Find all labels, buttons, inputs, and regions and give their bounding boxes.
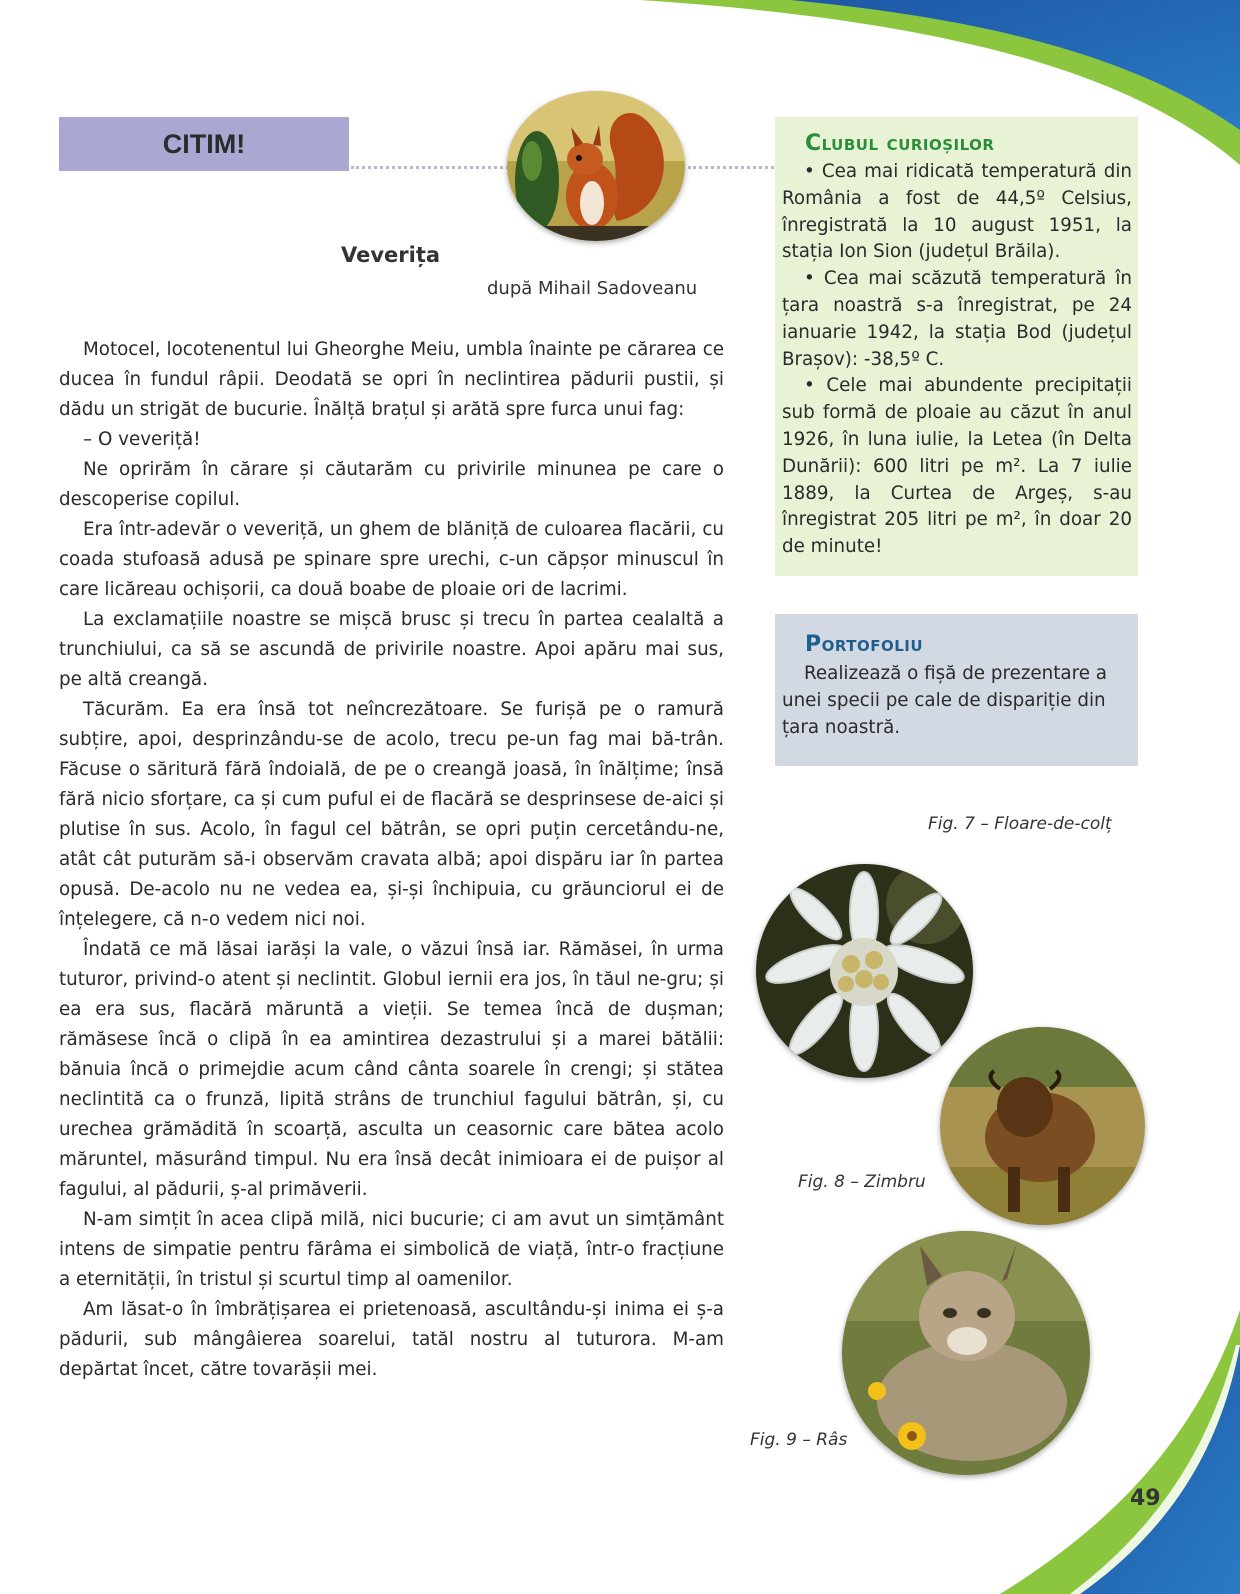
section-header: CITIM!: [59, 117, 349, 171]
story-text: [59, 335, 724, 1385]
portofoliu-title: Portofoliu: [805, 632, 924, 657]
club-item: • Cea mai ridicată temperatură din România a fost de 44,5º Celsius, înregistrată la 10 august 1951, la stația Ion Sion (județul Brăila).: [782, 161, 1132, 263]
club-curiosilor-box: [775, 117, 1138, 576]
club-item: • Cele mai abundente precipitații sub formă de ploaie au căzut în anul 1926, în luna iulie, la Letea (în Delta Dunării): 600 litri pe m². La 7 iulie 1889, la Curtea de Argeș, s-au înregistrat 205 litri pe m², în doar 20 de minute!: [782, 375, 1132, 558]
club-item: • Cea mai scăzută temperatură în țara noastră s-a înregistrat, pe 24 ianuarie 1942, la stația Bod (județul Brașov): -38,5º C.: [782, 268, 1132, 370]
story-paragraph: Era într-adevăr o veveriță, un ghem de blăniță de culoarea flacării, cu coada stufoasă adusă pe spinare spre urechi, c-un căpșor minuscul în care licăreau ochișorii, ca două boabe de ploaie ori de lacrimi.: [59, 519, 724, 600]
story-paragraph: Am lăsat-o în îmbrățișarea ei prietenoasă, ascultându-și inima ei ș-a pădurii, sub mângâierea soarelui, tatăl nostru al tuturora. M-am depărtat încet, către tovarășii mei.: [59, 1299, 724, 1380]
story-paragraph: Ne oprirăm în cărare și căutarăm cu privirile minunea pe care o descoperise copilul.: [59, 459, 724, 510]
story-author: după Mihail Sadoveanu: [487, 278, 698, 299]
page-number: 49: [1130, 1486, 1161, 1511]
squirrel-picture: [507, 91, 685, 241]
figure-caption-bison: Fig. 8 – Zimbru: [798, 1172, 926, 1192]
portofoliu-box: [775, 614, 1138, 766]
figure-caption-edelweiss: Fig. 7 – Floare-de-colț: [928, 814, 1112, 834]
figure-caption-lynx: Fig. 9 – Râs: [750, 1430, 848, 1450]
lynx-picture: [842, 1231, 1090, 1475]
story-paragraph: Îndată ce mă lăsai iarăși la vale, o văzui însă iar. Rămăsei, în urma tuturor, privind-o atent și neclintit. Globul iernii era jos, în tăul ne-gru; și ea era sus, flacără măruntă a vieții. Se temea încă de dușman; rămăsese încă o clipă în ea amintirea dezastrului și a marei bătălii: bănuia încă o primejdie acum când cânta soarele în crengi; și stătea neclintită ca o frunză, lipită strâns de trunchiul fagului bătrân, și, cu urechea grămădită în scoarță, asculta un ceasornic care bătea acolo măruntel, măsurând timpul. Nu era însă decât inimioara ei de puișor al fagului, al pădurii, ș-al primăverii.: [59, 939, 724, 1200]
bison-picture: [940, 1027, 1145, 1225]
edelweiss-picture: [756, 864, 973, 1078]
story-paragraph: La exclamațiile noastre se mișcă brusc și trecu în partea cealaltă a trunchiului, ca să se ascundă de privirile noastre. Apoi apăru mai sus, pe altă creangă.: [59, 609, 724, 690]
dotted-divider-right: [688, 166, 774, 169]
story-title: Veverița: [341, 243, 441, 267]
story-paragraph: Tăcurăm. Ea era însă tot neîncrezătoare. Se furișă pe o ramură subțire, apoi, desprinzându-se de acolo, trecu pe-un fag mai bă-trân. Făcuse o săritură fără îndoială, de pe o creangă joasă, în înălțime; însă fără nicio sforțare, ca și cum puful ei de flacără se desprinsese de-aici și plutise în sus. Acolo, în fagul cel bătrân, se opri puțin cercetându-ne, atât cât puturăm să-i observăm cravata albă; apoi dispăru iar în partea opusă. De-acolo nu ne vedea ea, și-și închipuia, cu grăunciorul ei de înțelegere, că n-o vedem nici noi.: [59, 699, 724, 930]
story-paragraph: Motocel, locotenentul lui Gheorghe Meiu, umbla înainte pe cărarea ce ducea în fundul râpii. Deodată se opri în neclintirea pădurii pustii, și dădu un strigăt de bucurie. Înălță brațul și arătă spre furca unui fag:: [59, 339, 724, 420]
club-title: Clubul curioșilor: [805, 131, 995, 156]
story-paragraph: – O veveriță!: [83, 429, 201, 450]
dotted-divider-left: [351, 166, 509, 169]
story-paragraph: N-am simțit în acea clipă milă, nici bucurie; ci am avut un simțământ intens de simpatie pentru fărâma ei simbolică de viață, într-o fracțiune a eternității, în tristul și scurtul timp al oamenilor.: [59, 1209, 724, 1290]
portofoliu-text: Realizează o fișă de prezentare a unei specii pe cale de dispariție din țara noastră.: [782, 663, 1107, 738]
